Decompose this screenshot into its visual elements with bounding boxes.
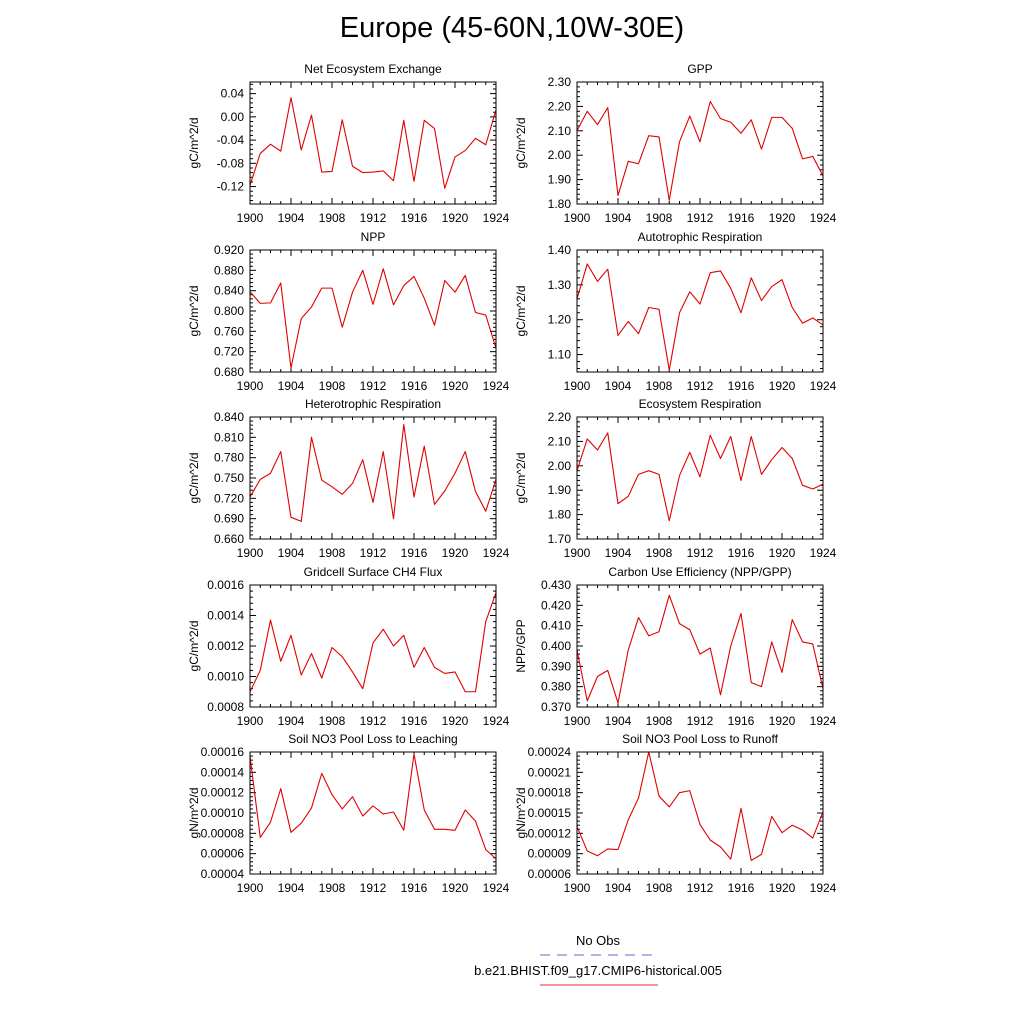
y-tick-label: 0.840	[213, 410, 244, 424]
x-tick-label: 1904	[604, 379, 632, 393]
x-tick-label: 1904	[277, 714, 305, 728]
y-tick-label: 1.70	[547, 532, 571, 546]
x-tick-label: 1924	[482, 379, 510, 393]
x-tick-label: 1924	[809, 714, 837, 728]
y-tick-label: -0.08	[216, 156, 244, 171]
y-tick-label: 0.00016	[200, 745, 244, 759]
x-tick-label: 1912	[359, 379, 387, 393]
x-tick-label: 1912	[359, 211, 387, 225]
x-tick-label: 1920	[768, 881, 796, 895]
y-tick-label: 0.410	[540, 618, 571, 633]
panel-gpp	[514, 62, 837, 225]
y-tick-label: 0.800	[213, 304, 244, 318]
x-tick-label: 1920	[441, 881, 469, 895]
x-tick-label: 1908	[645, 379, 673, 393]
x-tick-label: 1920	[768, 211, 796, 225]
y-tick-label: 0.00008	[200, 826, 244, 841]
x-tick-label: 1900	[563, 379, 591, 393]
x-tick-label: 1904	[277, 211, 305, 225]
y-tick-label: -0.12	[216, 179, 244, 194]
y-tick-label: 0.00009	[527, 846, 571, 861]
panel-title: Carbon Use Efficiency (NPP/GPP)	[608, 565, 792, 579]
y-tick-label: 0.0010	[207, 669, 244, 684]
y-tick-label: 0.420	[540, 598, 571, 613]
x-tick-label: 1908	[318, 211, 346, 225]
x-tick-label: 1900	[236, 379, 264, 393]
y-tick-label: 0.00010	[200, 806, 244, 820]
panel-net-ecosystem-exchange	[187, 62, 510, 225]
x-tick-label: 1912	[686, 881, 714, 895]
x-tick-label: 1912	[686, 546, 714, 560]
y-tick-label: 2.00	[547, 148, 571, 163]
x-tick-label: 1912	[686, 714, 714, 728]
y-tick-label: 1.40	[547, 243, 571, 257]
y-tick-label: 2.20	[547, 410, 571, 424]
y-tick-label: 0.00014	[200, 765, 244, 780]
panel-title: Soil NO3 Pool Loss to Leaching	[288, 732, 458, 746]
plot-frame	[250, 417, 496, 539]
y-tick-label: -0.04	[216, 133, 244, 148]
y-tick-label: 1.80	[547, 507, 571, 522]
x-tick-label: 1908	[318, 714, 346, 728]
y-axis-label: gC/m^2/d	[187, 620, 201, 672]
y-tick-label: 0.780	[213, 450, 244, 465]
y-tick-label: 0.750	[213, 471, 244, 485]
x-tick-label: 1916	[727, 881, 755, 895]
panel-ecosystem-respiration	[514, 397, 837, 560]
y-tick-label: 2.00	[547, 458, 571, 473]
y-axis-label: gC/m^2/d	[514, 452, 528, 504]
x-tick-label: 1924	[809, 379, 837, 393]
y-tick-label: 0.380	[540, 679, 571, 694]
panel-title: NPP	[360, 230, 386, 244]
y-axis-label: NPP/GPP	[514, 619, 528, 673]
x-tick-label: 1916	[400, 379, 428, 393]
y-tick-label: 0.690	[213, 511, 244, 526]
x-tick-label: 1904	[277, 881, 305, 895]
panel-title: Heterotrophic Respiration	[304, 397, 442, 411]
x-tick-label: 1908	[645, 546, 673, 560]
x-tick-label: 1900	[563, 881, 591, 895]
y-tick-label: 0.920	[213, 243, 244, 257]
series-line	[577, 433, 823, 521]
x-tick-label: 1916	[727, 714, 755, 728]
x-tick-label: 1900	[236, 714, 264, 728]
x-tick-label: 1924	[809, 881, 837, 895]
y-tick-label: 0.00015	[527, 806, 571, 820]
x-tick-label: 1904	[604, 881, 632, 895]
x-tick-label: 1916	[400, 211, 428, 225]
y-tick-label: 0.880	[213, 263, 244, 278]
y-tick-label: 0.430	[540, 578, 571, 592]
x-tick-label: 1924	[809, 546, 837, 560]
legend-label-no-obs: No Obs	[575, 933, 621, 948]
x-tick-label: 1900	[236, 881, 264, 895]
plot-frame	[577, 82, 823, 204]
x-tick-label: 1912	[359, 714, 387, 728]
x-tick-label: 1916	[400, 881, 428, 895]
x-tick-label: 1908	[645, 714, 673, 728]
y-tick-label: 0.400	[540, 639, 571, 653]
y-tick-label: 0.680	[213, 365, 244, 379]
panel-carbon-use-efficiency-npp-gpp	[514, 565, 837, 728]
series-line	[577, 102, 823, 201]
x-tick-label: 1912	[686, 379, 714, 393]
y-tick-label: 1.90	[547, 483, 571, 498]
y-tick-label: 0.840	[213, 283, 244, 298]
x-tick-label: 1916	[727, 379, 755, 393]
y-tick-label: 1.20	[547, 312, 571, 327]
y-tick-label: 0.00	[220, 109, 244, 124]
series-line	[250, 269, 496, 368]
plot-frame	[250, 250, 496, 372]
y-tick-label: 2.10	[547, 123, 571, 138]
x-tick-label: 1920	[768, 379, 796, 393]
y-axis-label: gN/m^2/d	[187, 787, 201, 839]
series-line	[577, 264, 823, 370]
series-line	[250, 424, 496, 521]
panel-gridcell-surface-ch4-flux	[187, 565, 510, 728]
x-tick-label: 1916	[727, 546, 755, 560]
panel-heterotrophic-respiration	[187, 397, 510, 560]
x-tick-label: 1924	[482, 881, 510, 895]
x-tick-label: 1920	[768, 546, 796, 560]
panel-npp	[187, 230, 510, 393]
y-tick-label: 0.00012	[527, 826, 571, 841]
series-line	[577, 595, 823, 703]
y-tick-label: 2.30	[547, 75, 571, 89]
y-tick-label: 0.00018	[527, 785, 571, 800]
x-tick-label: 1900	[236, 211, 264, 225]
x-tick-label: 1908	[318, 546, 346, 560]
x-tick-label: 1900	[563, 546, 591, 560]
x-tick-label: 1912	[359, 881, 387, 895]
y-tick-label: 0.00004	[200, 867, 244, 881]
x-tick-label: 1908	[645, 211, 673, 225]
x-tick-label: 1924	[482, 714, 510, 728]
y-tick-label: 0.04	[220, 86, 244, 101]
x-tick-label: 1920	[441, 211, 469, 225]
x-tick-label: 1904	[277, 379, 305, 393]
y-tick-label: 0.0012	[207, 639, 244, 653]
series-line	[250, 98, 496, 189]
y-tick-label: 0.0008	[207, 700, 244, 714]
panel-title: Ecosystem Respiration	[638, 397, 762, 411]
x-tick-label: 1920	[441, 379, 469, 393]
x-tick-label: 1912	[686, 211, 714, 225]
y-axis-label: gC/m^2/d	[514, 285, 528, 337]
figure-title: Europe (45-60N,10W-30E)	[339, 12, 685, 44]
x-tick-label: 1908	[318, 379, 346, 393]
plot-frame	[250, 82, 496, 204]
panel-title: Soil NO3 Pool Loss to Runoff	[622, 732, 778, 746]
y-tick-label: 0.00006	[527, 867, 571, 881]
x-tick-label: 1908	[318, 881, 346, 895]
x-tick-label: 1920	[768, 714, 796, 728]
x-tick-label: 1916	[727, 211, 755, 225]
y-tick-label: 0.00021	[527, 765, 571, 780]
legend-label-model: b.e21.BHIST.f09_g17.CMIP6-historical.005	[474, 963, 722, 978]
y-tick-label: 0.720	[213, 491, 244, 506]
x-tick-label: 1908	[645, 881, 673, 895]
y-tick-label: 2.20	[547, 99, 571, 114]
y-tick-label: 1.10	[547, 347, 571, 362]
y-tick-label: 0.810	[213, 430, 244, 445]
x-tick-label: 1904	[277, 546, 305, 560]
x-tick-label: 1924	[482, 211, 510, 225]
y-tick-label: 0.0014	[207, 608, 244, 623]
series-line	[577, 752, 823, 860]
y-axis-label: gC/m^2/d	[187, 285, 201, 337]
y-tick-label: 0.00024	[527, 745, 571, 759]
panel-title: Autotrophic Respiration	[637, 230, 763, 244]
y-tick-label: 1.90	[547, 172, 571, 187]
panel-soil-no3-pool-loss-to-leaching	[187, 732, 510, 895]
panel-title: Gridcell Surface CH4 Flux	[303, 565, 443, 579]
y-tick-label: 2.10	[547, 434, 571, 449]
y-tick-label: 0.390	[540, 659, 571, 674]
y-tick-label: 0.00012	[200, 785, 244, 800]
x-tick-label: 1904	[604, 546, 632, 560]
series-line	[250, 754, 496, 859]
y-axis-label: gC/m^2/d	[187, 452, 201, 504]
x-tick-label: 1904	[604, 211, 632, 225]
panel-autotrophic-respiration	[514, 230, 837, 393]
y-tick-label: 1.80	[547, 197, 571, 211]
x-tick-label: 1920	[441, 714, 469, 728]
series-line	[250, 593, 496, 692]
x-tick-label: 1924	[482, 546, 510, 560]
x-tick-label: 1900	[563, 211, 591, 225]
panel-soil-no3-pool-loss-to-runoff	[514, 732, 837, 895]
x-tick-label: 1900	[563, 714, 591, 728]
x-tick-label: 1924	[809, 211, 837, 225]
x-tick-label: 1920	[441, 546, 469, 560]
y-axis-label: gC/m^2/d	[514, 117, 528, 169]
y-tick-label: 0.370	[540, 700, 571, 714]
x-tick-label: 1916	[400, 546, 428, 560]
y-tick-label: 1.30	[547, 277, 571, 292]
y-tick-label: 0.00006	[200, 846, 244, 861]
plot-frame	[577, 752, 823, 874]
x-tick-label: 1916	[400, 714, 428, 728]
x-tick-label: 1904	[604, 714, 632, 728]
y-tick-label: 0.760	[213, 324, 244, 339]
panel-title: Net Ecosystem Exchange	[304, 62, 442, 76]
y-tick-label: 0.720	[213, 344, 244, 359]
x-tick-label: 1900	[236, 546, 264, 560]
y-axis-label: gC/m^2/d	[187, 117, 201, 169]
y-tick-label: 0.660	[213, 532, 244, 546]
y-tick-label: 0.0016	[207, 578, 244, 592]
x-tick-label: 1912	[359, 546, 387, 560]
panel-title: GPP	[687, 62, 713, 76]
y-axis-label: gN/m^2/d	[514, 787, 528, 839]
